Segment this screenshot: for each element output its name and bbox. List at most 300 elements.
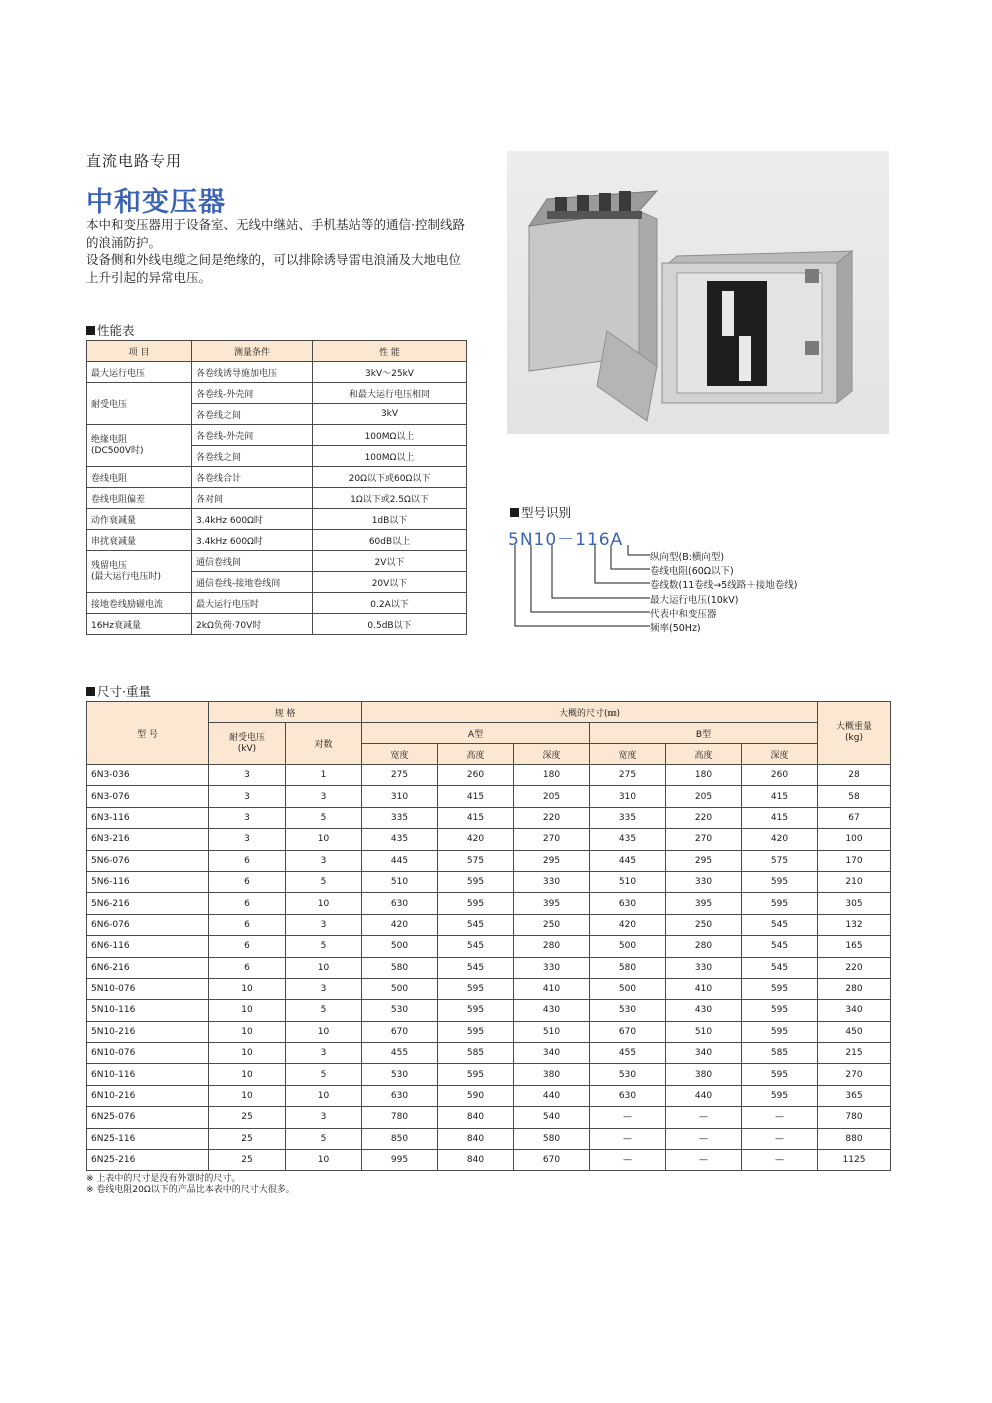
b-height-cell: 295 [666, 850, 742, 871]
col-header-voltage: 耐受电压 (kV) [209, 723, 286, 765]
b-depth-cell: 595 [742, 893, 818, 914]
b-depth-cell: 595 [742, 1021, 818, 1042]
table-row [87, 914, 891, 935]
b-width-cell: 335 [590, 807, 666, 828]
table-row [87, 1043, 891, 1064]
col-header-b-height: 高度 [666, 744, 742, 765]
b-width-cell: 500 [590, 936, 666, 957]
b-height-cell: 250 [666, 914, 742, 935]
pairs-cell: 10 [286, 829, 362, 850]
b-width-cell: 275 [590, 765, 666, 786]
item-cell: 串扰衰减量 [87, 530, 192, 551]
b-height-cell: — [666, 1150, 742, 1171]
value-cell: 0.2A以下 [313, 593, 467, 614]
model-cell: 5N10-216 [87, 1021, 209, 1042]
model-cell: 6N25-216 [87, 1150, 209, 1171]
dimensions-heading-text: 尺寸·重量 [97, 684, 151, 699]
model-cell: 6N6-116 [87, 936, 209, 957]
b-depth-cell: 415 [742, 786, 818, 807]
a-depth-cell: 430 [514, 1000, 590, 1021]
a-depth-cell: 580 [514, 1128, 590, 1149]
a-height-cell: 595 [438, 871, 514, 892]
table-row [87, 1064, 891, 1085]
a-depth-cell: 510 [514, 1021, 590, 1042]
a-height-cell: 840 [438, 1128, 514, 1149]
voltage-cell: 6 [209, 957, 286, 978]
b-height-cell: 330 [666, 871, 742, 892]
a-width-cell: 530 [362, 1064, 438, 1085]
b-width-cell: 435 [590, 829, 666, 850]
voltage-cell: 6 [209, 871, 286, 892]
model-cell: 6N6-076 [87, 914, 209, 935]
condition-cell: 通信卷线-接地卷线间 [192, 572, 313, 593]
weight-cell: 220 [818, 957, 891, 978]
weight-cell: 365 [818, 1085, 891, 1106]
note-2: ※ 卷线电阻20Ω以下的产品比本表中的尺寸大很多。 [86, 1185, 295, 1195]
a-width-cell: 850 [362, 1128, 438, 1149]
model-cell: 5N6-076 [87, 850, 209, 871]
value-cell: 1Ω以下或2.5Ω以下 [313, 488, 467, 509]
value-cell: 100MΩ以上 [313, 446, 467, 467]
col-header-b-width: 宽度 [590, 744, 666, 765]
b-height-cell: — [666, 1128, 742, 1149]
item-cell: 动作衰减量 [87, 509, 192, 530]
a-width-cell: 530 [362, 1000, 438, 1021]
a-height-cell: 840 [438, 1107, 514, 1128]
b-height-cell: 380 [666, 1064, 742, 1085]
voltage-cell: 25 [209, 1107, 286, 1128]
pairs-cell: 3 [286, 1043, 362, 1064]
condition-cell: 各对间 [192, 488, 313, 509]
condition-cell: 2kΩ负荷·70V时 [192, 614, 313, 635]
model-cell: 6N10-076 [87, 1043, 209, 1064]
a-width-cell: 630 [362, 893, 438, 914]
table-row [87, 936, 891, 957]
b-height-cell: — [666, 1107, 742, 1128]
b-width-cell: 530 [590, 1064, 666, 1085]
voltage-cell: 10 [209, 978, 286, 999]
model-cell: 6N25-116 [87, 1128, 209, 1149]
a-depth-cell: 220 [514, 807, 590, 828]
model-cell: 6N10-116 [87, 1064, 209, 1085]
table-row [87, 1085, 891, 1106]
voltage-cell: 6 [209, 850, 286, 871]
dimensions-table-body [87, 765, 891, 1171]
weight-cell: 170 [818, 850, 891, 871]
b-depth-cell: 260 [742, 765, 818, 786]
model-id-heading-text: 型号识别 [521, 505, 572, 520]
a-width-cell: 435 [362, 829, 438, 850]
pairs-cell: 10 [286, 1021, 362, 1042]
weight-cell: 28 [818, 765, 891, 786]
b-width-cell: — [590, 1150, 666, 1171]
a-depth-cell: 395 [514, 893, 590, 914]
value-cell: 100MΩ以上 [313, 425, 467, 446]
weight-cell: 132 [818, 914, 891, 935]
weight-cell: 305 [818, 893, 891, 914]
condition-cell: 各卷线诱导施加电压 [192, 362, 313, 383]
b-height-cell: 280 [666, 936, 742, 957]
b-height-cell: 395 [666, 893, 742, 914]
col-header-b-depth: 深度 [742, 744, 818, 765]
value-cell: 20V以下 [313, 572, 467, 593]
weight-cell: 67 [818, 807, 891, 828]
col-header-pairs: 对数 [286, 723, 362, 765]
table-row [87, 362, 467, 383]
model-cell: 5N10-116 [87, 1000, 209, 1021]
table-header-row [87, 341, 467, 362]
b-height-cell: 340 [666, 1043, 742, 1064]
a-height-cell: 415 [438, 786, 514, 807]
model-cell: 5N6-216 [87, 893, 209, 914]
weight-cell: 210 [818, 871, 891, 892]
category-label: 直流电路专用 [86, 152, 183, 170]
item-cell: 残留电压 (最大运行电压时) [87, 551, 192, 593]
table-row [87, 829, 891, 850]
a-width-cell: 310 [362, 786, 438, 807]
b-depth-cell: 585 [742, 1043, 818, 1064]
page-title: 中和变压器 [86, 187, 226, 218]
pairs-cell: 10 [286, 957, 362, 978]
voltage-cell: 6 [209, 893, 286, 914]
voltage-cell: 3 [209, 765, 286, 786]
model-cell: 6N3-216 [87, 829, 209, 850]
pairs-cell: 5 [286, 871, 362, 892]
voltage-cell: 10 [209, 1000, 286, 1021]
b-width-cell: 630 [590, 893, 666, 914]
a-depth-cell: 440 [514, 1085, 590, 1106]
a-depth-cell: 670 [514, 1150, 590, 1171]
dimensions-heading [86, 682, 151, 700]
condition-cell: 各卷线之间 [192, 446, 313, 467]
condition-cell: 各卷线合计 [192, 467, 313, 488]
item-cell: 卷线电阻 [87, 467, 192, 488]
value-cell: 20Ω以下或60Ω以下 [313, 467, 467, 488]
b-width-cell: 310 [590, 786, 666, 807]
condition-cell: 最大运行电压时 [192, 593, 313, 614]
b-depth-cell: 545 [742, 936, 818, 957]
a-height-cell: 575 [438, 850, 514, 871]
b-height-cell: 410 [666, 978, 742, 999]
a-height-cell: 595 [438, 893, 514, 914]
a-width-cell: 445 [362, 850, 438, 871]
voltage-cell: 10 [209, 1064, 286, 1085]
voltage-cell: 10 [209, 1021, 286, 1042]
item-cell: 最大运行电压 [87, 362, 192, 383]
a-height-cell: 595 [438, 978, 514, 999]
square-bullet-icon [86, 687, 95, 696]
pairs-cell: 3 [286, 786, 362, 807]
table-row [87, 551, 467, 572]
pairs-cell: 10 [286, 1150, 362, 1171]
b-depth-cell: 595 [742, 1085, 818, 1106]
b-depth-cell: — [742, 1128, 818, 1149]
legend-label-voltage: 最大运行电压(10kV) [650, 595, 739, 606]
a-depth-cell: 180 [514, 765, 590, 786]
weight-cell: 58 [818, 786, 891, 807]
product-illustration [507, 151, 889, 434]
pairs-cell: 10 [286, 1085, 362, 1106]
table-row [87, 530, 467, 551]
value-cell: 1dB以下 [313, 509, 467, 530]
b-width-cell: 530 [590, 1000, 666, 1021]
col-header-size: 大概的尺寸(㎜) [362, 702, 818, 723]
col-header-condition: 测量条件 [192, 341, 313, 362]
condition-cell: 3.4kHz 600Ω时 [192, 509, 313, 530]
square-bullet-icon [86, 326, 95, 335]
a-width-cell: 630 [362, 1085, 438, 1106]
table-row [87, 850, 891, 871]
b-depth-cell: 545 [742, 957, 818, 978]
performance-heading [86, 321, 135, 339]
table-row [87, 593, 467, 614]
a-depth-cell: 380 [514, 1064, 590, 1085]
voltage-cell: 25 [209, 1128, 286, 1149]
a-width-cell: 420 [362, 914, 438, 935]
voltage-cell: 3 [209, 786, 286, 807]
b-height-cell: 270 [666, 829, 742, 850]
performance-heading-text: 性能表 [97, 323, 135, 338]
a-height-cell: 420 [438, 829, 514, 850]
value-cell: 2V以下 [313, 551, 467, 572]
b-depth-cell: 595 [742, 978, 818, 999]
weight-cell: 280 [818, 978, 891, 999]
pairs-cell: 3 [286, 978, 362, 999]
intro-text [86, 216, 471, 286]
a-depth-cell: 410 [514, 978, 590, 999]
table-row [87, 893, 891, 914]
value-cell: 0.5dB以下 [313, 614, 467, 635]
b-depth-cell: 595 [742, 1064, 818, 1085]
table-row [87, 1000, 891, 1021]
a-depth-cell: 330 [514, 871, 590, 892]
table-row [87, 957, 891, 978]
pairs-cell: 3 [286, 1107, 362, 1128]
a-height-cell: 260 [438, 765, 514, 786]
value-cell: 3kV [313, 404, 467, 425]
square-bullet-icon [510, 508, 519, 517]
a-depth-cell: 540 [514, 1107, 590, 1128]
a-width-cell: 510 [362, 871, 438, 892]
table-row [87, 1150, 891, 1171]
product-photo [507, 151, 889, 434]
model-cell: 6N10-216 [87, 1085, 209, 1106]
voltage-cell: 3 [209, 807, 286, 828]
b-depth-cell: — [742, 1107, 818, 1128]
b-width-cell: 510 [590, 871, 666, 892]
model-cell: 6N6-216 [87, 957, 209, 978]
table-row [87, 488, 467, 509]
b-width-cell: 445 [590, 850, 666, 871]
weight-cell: 780 [818, 1107, 891, 1128]
pairs-cell: 5 [286, 1000, 362, 1021]
col-header-value: 性 能 [313, 341, 467, 362]
value-cell: 3kV～25kV [313, 362, 467, 383]
col-header-type-b: B型 [590, 723, 818, 744]
pairs-cell: 1 [286, 765, 362, 786]
a-height-cell: 595 [438, 1064, 514, 1085]
table-row [87, 786, 891, 807]
table-row [87, 425, 467, 446]
b-width-cell: — [590, 1107, 666, 1128]
pairs-cell: 5 [286, 1128, 362, 1149]
weight-cell: 340 [818, 1000, 891, 1021]
a-height-cell: 545 [438, 936, 514, 957]
condition-cell: 各卷线-外壳间 [192, 383, 313, 404]
a-width-cell: 580 [362, 957, 438, 978]
b-width-cell: 580 [590, 957, 666, 978]
voltage-cell: 6 [209, 936, 286, 957]
model-cell: 6N25-076 [87, 1107, 209, 1128]
pairs-cell: 5 [286, 1064, 362, 1085]
b-depth-cell: 595 [742, 871, 818, 892]
b-depth-cell: 575 [742, 850, 818, 871]
intro-paragraph-2: 设备侧和外线电缆之间是绝缘的，可以排除诱导雷电浪涌及大地电位上升引起的异常电压。 [86, 252, 462, 285]
table-row [87, 383, 467, 404]
a-width-cell: 995 [362, 1150, 438, 1171]
b-width-cell: 455 [590, 1043, 666, 1064]
col-header-model: 型 号 [87, 702, 209, 765]
a-depth-cell: 330 [514, 957, 590, 978]
voltage-cell: 25 [209, 1150, 286, 1171]
table-header-row [87, 702, 891, 723]
b-depth-cell: 415 [742, 807, 818, 828]
b-width-cell: 420 [590, 914, 666, 935]
a-height-cell: 590 [438, 1085, 514, 1106]
table-row [87, 1021, 891, 1042]
a-height-cell: 545 [438, 957, 514, 978]
condition-cell: 各卷线-外壳间 [192, 425, 313, 446]
note-1: ※ 上表中的尺寸是没有外罩时的尺寸。 [86, 1174, 241, 1184]
intro-paragraph-1: 本中和变压器用于设备室、无线中继站、手机基站等的通信·控制线路的浪涌防护。 [86, 217, 465, 250]
a-depth-cell: 280 [514, 936, 590, 957]
weight-cell: 100 [818, 829, 891, 850]
b-height-cell: 510 [666, 1021, 742, 1042]
model-cell: 5N10-076 [87, 978, 209, 999]
condition-cell: 各卷线之间 [192, 404, 313, 425]
a-width-cell: 670 [362, 1021, 438, 1042]
a-depth-cell: 205 [514, 786, 590, 807]
table-notes [86, 1174, 295, 1196]
a-height-cell: 415 [438, 807, 514, 828]
weight-cell: 1125 [818, 1150, 891, 1171]
table-row [87, 765, 891, 786]
legend-label-windings: 卷线数(11卷线→5线路＋接地卷线) [650, 580, 798, 591]
legend-label-frequency: 频率(50Hz) [650, 623, 701, 634]
table-row [87, 467, 467, 488]
pairs-cell: 3 [286, 850, 362, 871]
model-code: 5N10－116A [508, 530, 624, 550]
b-width-cell: 670 [590, 1021, 666, 1042]
b-depth-cell: 420 [742, 829, 818, 850]
col-header-a-depth: 深度 [514, 744, 590, 765]
pairs-cell: 3 [286, 914, 362, 935]
b-height-cell: 440 [666, 1085, 742, 1106]
b-width-cell: 630 [590, 1085, 666, 1106]
weight-cell: 450 [818, 1021, 891, 1042]
pairs-cell: 5 [286, 807, 362, 828]
b-height-cell: 205 [666, 786, 742, 807]
pairs-cell: 10 [286, 893, 362, 914]
b-depth-cell: 545 [742, 914, 818, 935]
voltage-cell: 10 [209, 1043, 286, 1064]
dimensions-table [86, 701, 891, 1171]
legend-label-type: 纵向型(B:横向型) [650, 552, 725, 563]
a-width-cell: 275 [362, 765, 438, 786]
a-depth-cell: 250 [514, 914, 590, 935]
col-header-type-a: A型 [362, 723, 590, 744]
a-width-cell: 455 [362, 1043, 438, 1064]
a-height-cell: 585 [438, 1043, 514, 1064]
model-id-heading [510, 503, 571, 521]
table-row [87, 614, 467, 635]
model-cell: 6N3-076 [87, 786, 209, 807]
a-width-cell: 500 [362, 936, 438, 957]
condition-cell: 3.4kHz 600Ω时 [192, 530, 313, 551]
a-depth-cell: 295 [514, 850, 590, 871]
a-width-cell: 500 [362, 978, 438, 999]
weight-cell: 215 [818, 1043, 891, 1064]
performance-table [86, 340, 467, 635]
legend-label-resistance: 卷线电阻(60Ω以下) [650, 566, 734, 577]
model-cell: 6N3-116 [87, 807, 209, 828]
b-height-cell: 430 [666, 1000, 742, 1021]
b-width-cell: — [590, 1128, 666, 1149]
col-header-weight: 大概重量 (kg) [818, 702, 891, 765]
weight-cell: 165 [818, 936, 891, 957]
b-height-cell: 180 [666, 765, 742, 786]
a-width-cell: 780 [362, 1107, 438, 1128]
model-cell: 5N6-116 [87, 871, 209, 892]
b-height-cell: 220 [666, 807, 742, 828]
table-row [87, 1107, 891, 1128]
item-cell: 耐受电压 [87, 383, 192, 425]
col-header-a-height: 高度 [438, 744, 514, 765]
a-height-cell: 595 [438, 1000, 514, 1021]
a-width-cell: 335 [362, 807, 438, 828]
a-height-cell: 545 [438, 914, 514, 935]
model-cell: 6N3-036 [87, 765, 209, 786]
voltage-cell: 6 [209, 914, 286, 935]
a-depth-cell: 270 [514, 829, 590, 850]
table-row [87, 871, 891, 892]
item-cell: 卷线电阻偏差 [87, 488, 192, 509]
b-depth-cell: — [742, 1150, 818, 1171]
condition-cell: 通信卷线间 [192, 551, 313, 572]
weight-cell: 880 [818, 1128, 891, 1149]
item-cell: 绝缘电阻 (DC500V时) [87, 425, 192, 467]
table-row [87, 1128, 891, 1149]
voltage-cell: 3 [209, 829, 286, 850]
table-row [87, 978, 891, 999]
voltage-cell: 10 [209, 1085, 286, 1106]
weight-cell: 270 [818, 1064, 891, 1085]
col-header-spec: 规 格 [209, 702, 362, 723]
item-cell: 接地卷线励磁电流 [87, 593, 192, 614]
table-row [87, 807, 891, 828]
a-depth-cell: 340 [514, 1043, 590, 1064]
col-header-a-width: 宽度 [362, 744, 438, 765]
b-depth-cell: 595 [742, 1000, 818, 1021]
a-height-cell: 595 [438, 1021, 514, 1042]
a-height-cell: 840 [438, 1150, 514, 1171]
pairs-cell: 5 [286, 936, 362, 957]
value-cell: 和最大运行电压相同 [313, 383, 467, 404]
b-height-cell: 330 [666, 957, 742, 978]
table-row [87, 509, 467, 530]
legend-label-neutralizer: 代表中和变压器 [650, 609, 717, 620]
col-header-item: 项 目 [87, 341, 192, 362]
